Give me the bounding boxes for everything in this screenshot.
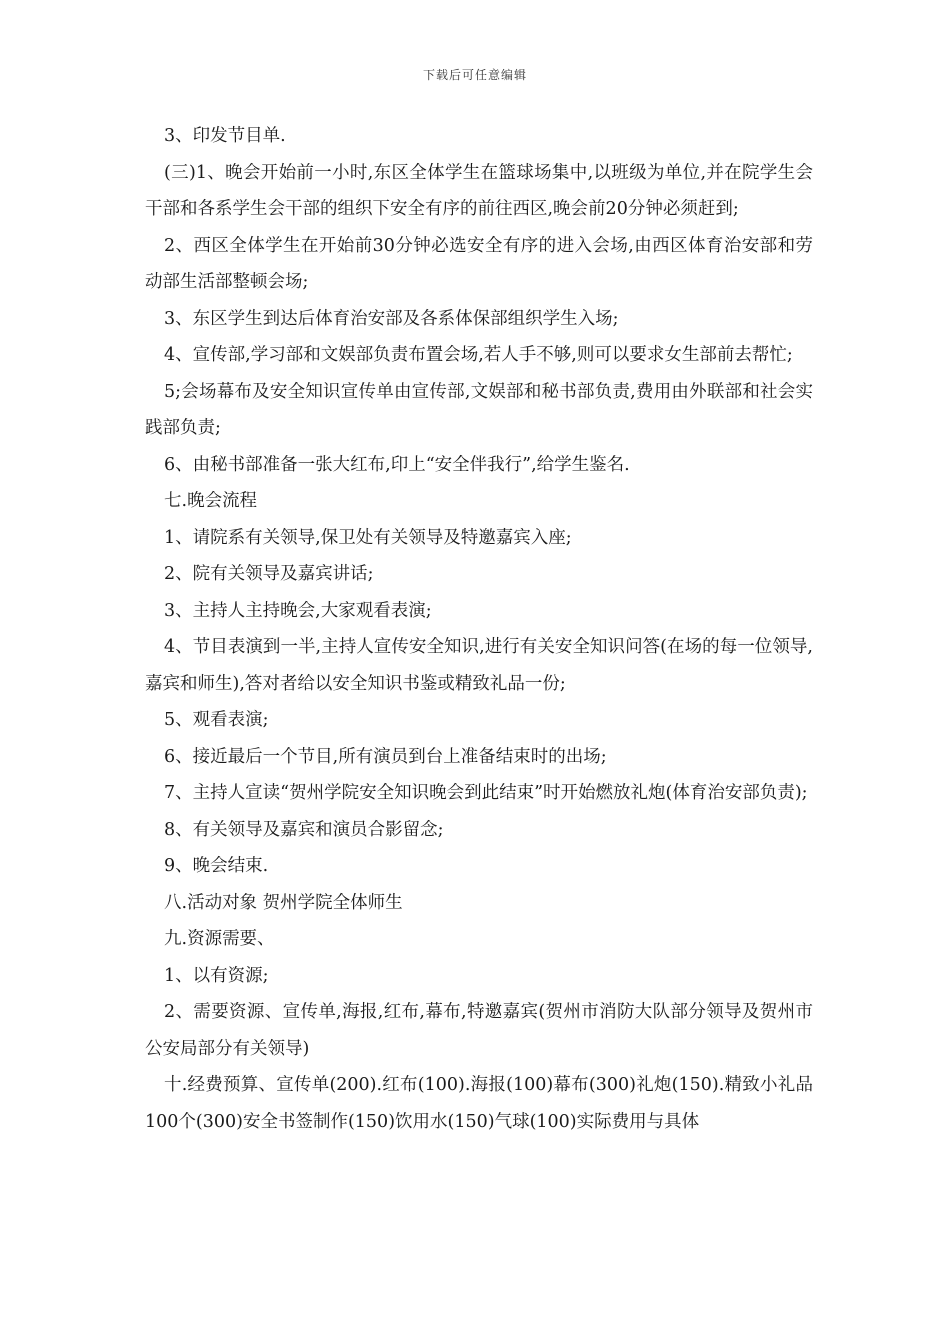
- paragraph: 2、院有关领导及嘉宾讲话;: [164, 564, 374, 584]
- section-heading: 九.资源需要、: [164, 929, 275, 949]
- paragraph: 5;会场幕布及安全知识宣传单由宣传部,文娱部和秘书部负责,费用由外联部和社会实践部负责;: [145, 381, 813, 438]
- paragraph: 1、以有资源;: [164, 965, 269, 986]
- paragraph: (三)1、晚会开始前一小时,东区全体学生在篮球场集中,以班级为单位,并在院学生会干部和各系学生会干部的组织下安全有序的前往西区,晚会前20分钟必须赶到;: [145, 162, 813, 219]
- paragraph: 4、节目表演到一半,主持人宣传安全知识,进行有关安全知识问答(在场的每一位领导,嘉宾和师生),答对者给以安全知识书鉴或精致礼品一份;: [145, 637, 813, 694]
- section-heading: 七.晚会流程: [164, 491, 258, 511]
- paragraph: 3、主持人主持晚会,大家观看表演;: [164, 600, 432, 621]
- paragraph: 1、请院系有关领导,保卫处有关领导及特邀嘉宾入座;: [164, 527, 572, 548]
- paragraph: 9、晚会结束.: [164, 856, 269, 876]
- paragraph: 2、西区全体学生在开始前30分钟必选安全有序的进入会场,由西区体育治安部和劳动部生活部整顿会场;: [145, 235, 813, 292]
- paragraph: 5、观看表演;: [164, 710, 269, 730]
- section-heading: 十.经费预算、宣传单(200).红布(100).海报(100)幕布(300)礼炮(150).精致小礼品100个(300)安全书签制作(150)饮用水(150)气球(100)实际费用与具体: [145, 1075, 813, 1132]
- paragraph: 4、宣传部,学习部和文娱部负责布置会场,若人手不够,则可以要求女生部前去帮忙;: [164, 345, 793, 365]
- paragraph: 6、接近最后一个节目,所有演员到台上准备结束时的出场;: [164, 746, 607, 767]
- paragraph: 3、印发节目单.: [164, 126, 286, 146]
- section-heading: 八.活动对象 贺州学院全体师生: [164, 892, 403, 913]
- paragraph: 7、主持人宣读“贺州学院安全知识晚会到此结束”时开始燃放礼炮(体育治安部负责);: [164, 783, 808, 803]
- paragraph: 3、东区学生到达后体育治安部及各系体保部组织学生入场;: [164, 308, 619, 329]
- paragraph: 6、由秘书部准备一张大红布,印上“安全伴我行”,给学生鉴名.: [164, 454, 630, 475]
- header-note: 下载后可任意编辑: [422, 68, 527, 82]
- paragraph: 8、有关领导及嘉宾和演员合影留念;: [164, 819, 444, 840]
- document-body: [145, 118, 813, 1140]
- paragraph: 2、需要资源、宣传单,海报,红布,幕布,特邀嘉宾(贺州市消防大队部分领导及贺州市公安局部分有关领导): [145, 1002, 813, 1059]
